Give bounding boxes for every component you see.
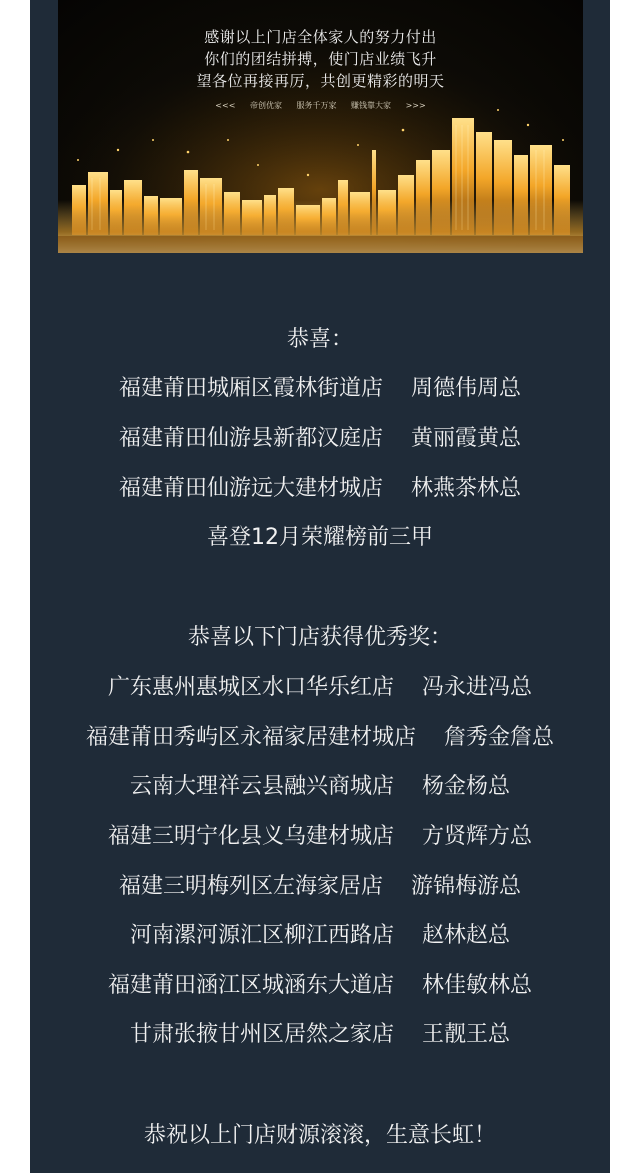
banner-line-2: 你们的团结拼搏，使门店业绩飞升 [204,50,437,68]
person-name: 赵林赵总 [422,923,511,948]
store-name: 甘肃张掖甘州区居然之家店 [129,1022,394,1047]
store-name: 福建莆田仙游县新都汉庭店 [118,426,383,451]
award-row [30,773,610,801]
banner-slogan-row [58,100,583,111]
person-name: 林佳敏林总 [422,973,533,998]
right-arrows: >>> [405,101,426,110]
banner-line-3: 望各位再接再厉，共创更精彩的明天 [196,72,445,90]
award-row [30,922,610,950]
section2-heading: 恭喜以下门店获得优秀奖： [187,625,452,650]
slogan-item: 帝创优家 [249,101,282,110]
left-arrows: <<< [215,101,236,110]
store-name: 云南大理祥云县融兴商城店 [129,774,394,799]
person-name: 冯永进冯总 [422,675,533,700]
section1-closing: 喜登12月荣耀榜前三甲 [207,525,433,550]
store-name: 广东惠州惠城区水口华乐红店 [107,675,394,700]
store-name: 河南漯河源汇区柳江西路店 [129,923,394,948]
winner-row [30,375,610,403]
store-name: 福建莆田涵江区城涵东大道店 [107,973,394,998]
award-row [30,724,610,752]
slogan-item: 服务千万家 [296,101,337,110]
winner-row [30,425,610,453]
store-name: 福建莆田秀屿区永福家居建材城店 [85,725,416,750]
store-name: 福建三明宁化县义乌建材城店 [107,824,394,849]
store-name: 福建莆田仙游远大建材城店 [118,476,383,501]
person-name: 詹秀金詹总 [444,725,555,750]
banner-line-1: 感谢以上门店全体家人的努力付出 [204,28,437,46]
winner-row [30,475,610,503]
award-row [30,972,610,1000]
award-row [30,873,610,901]
person-name: 方贤辉方总 [422,824,533,849]
section1-heading: 恭喜： [286,327,353,352]
store-name: 福建三明梅列区左海家居店 [118,874,383,899]
person-name: 王靓王总 [422,1022,511,1047]
person-name: 杨金杨总 [422,774,511,799]
slogan-item: 赚钱靠大家 [351,101,392,110]
person-name: 黄丽霞黄总 [411,426,522,451]
award-row [30,823,610,851]
store-name: 福建莆田城厢区霞林街道店 [118,376,383,401]
banner [58,0,583,253]
award-row [30,1021,610,1049]
person-name: 周德伟周总 [411,376,522,401]
person-name: 林燕茶林总 [411,476,522,501]
award-row [30,674,610,702]
person-name: 游锦梅游总 [411,874,522,899]
footer-blessing: 恭祝以上门店财源滚滚，生意长虹！ [143,1123,496,1148]
